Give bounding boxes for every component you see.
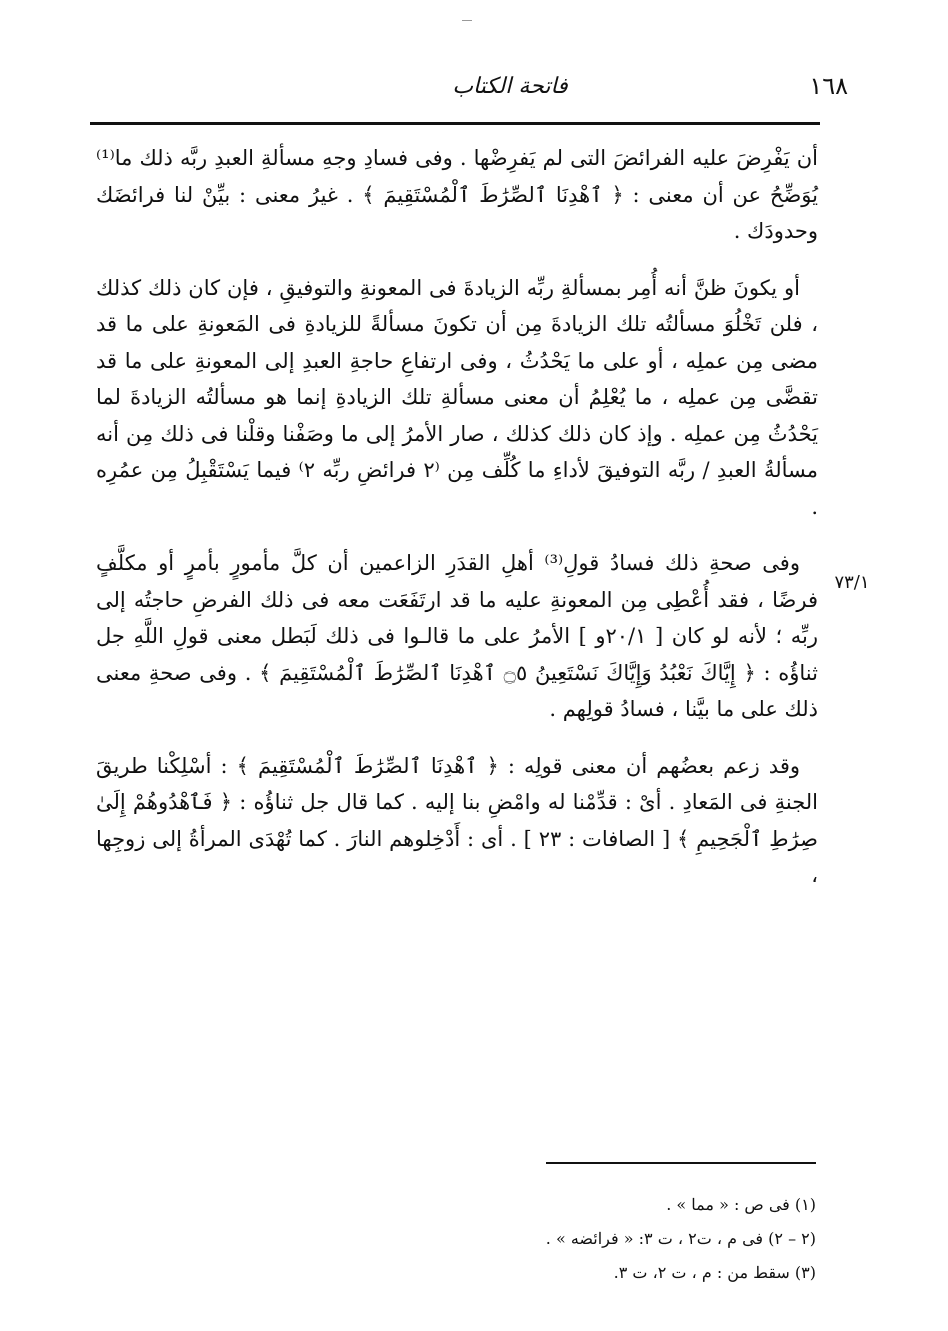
body-text xyxy=(96,140,818,894)
paragraph-1: أن يَفْرِضَ عليه الفرائضَ التى لم يَفرِضْها . وفى فسادِ وجهِ مسألةِ العبدِ ربَّه ذلك ما⁽¹⁾ يُوَضِّحُ عن أن معنى : ﴿ ٱهْدِنَا ٱلصِّرَٰطَ ٱلْمُسْتَقِيمَ ﴾ . غيرُ معنى : بيِّنْ لنا فرائضَك وحدودَك . xyxy=(96,146,818,243)
footnotes xyxy=(400,1188,816,1290)
page-number: ١٦٨ xyxy=(809,72,848,100)
footnote-1: (١) فى ص : « مما » . xyxy=(666,1195,816,1214)
top-mark xyxy=(462,20,472,21)
page-header xyxy=(90,72,848,112)
folio-marker: ٧٣/١ xyxy=(834,572,870,593)
footnote-2: (٢ – ٢) فى م ، ت٢ ، ت ٣: « فرائضه » . xyxy=(545,1229,816,1248)
paragraph-4: وقد زعم بعضُهم أن معنى قولِه : ﴿ ٱهْدِنَا ٱلصِّرَٰطَ ٱلْمُسْتَقِيمَ ﴾ : أسْلِكْنا طريقَ الجنةِ فى المَعادِ . أىْ : قدِّمْنا له وامْضِ بنا إليه . كما قال جل ثناؤُه : ﴿ فَٱهْدُوهُمْ إِلَىٰ صِرَٰطِ ٱلْجَحِيمِ ﴾ [ الصافات : ٢٣ ] . أى : أَدْخِلوهم النارَ . كما تُهْدَى المرأةُ إلى زوجِها ، xyxy=(96,753,818,887)
paragraph-2: أو يكونَ ظنَّ أنه أُمِر بمسألةِ ربِّه الزيادةَ فى المعونةِ والتوفيقِ ، فإن كان ذلك كذلك ، فلن تَخْلُوَ مسألتُه تلك الزيادةَ مِن أن تكونَ مسألةً للزيادةِ فى المَعونةِ على ما قد مضى مِن عملِه ، أو على ما يَحْدُثُ ، وفى ارتفاعِ حاجةِ العبدِ إلى المعونةِ على ما قد تقضَّى مِن عملِه ، ما يُعْلِمُ أن معنى مسألةِ تلك الزيادةِ إنما هو مسألتُه الزيادةَ لما يَحْدُثُ مِن عملِه . وإذ كان ذلك كذلك ، صار الأمرُ إلى ما وصَفْنا وقلْنا فى ذلك مِن أنه مسألةُ العبدِ / ربَّه التوفيقَ لأداءِ ما كُلِّف مِن ⁽٢ فرائضِ ربِّه ٢⁾ فيما يَسْتَقْبِلُ مِن عمُرِه . xyxy=(96,275,818,519)
running-title: فاتحة الكتاب xyxy=(452,74,568,99)
footnote-3: (٣) سقط من : م ، ت ٢، ت ٣. xyxy=(613,1263,816,1282)
footnote-rule xyxy=(546,1162,816,1164)
header-rule xyxy=(90,122,820,125)
paragraph-3: وفى صحةِ ذلك فسادُ قولِ⁽³⁾ أهلِ القدَرِ الزاعمين أن كلَّ مأمورٍ بأمرٍ أو مكلَّفٍ فرضًا ، فقد أُعْطِى مِن المعونةِ عليه ما قد ارتَفَعَت معه فى ذلك الفرضِ حاجتُه إلى ربِّه ؛ لأنه لو كان [ ٢٠/١و ] الأمرُ على ما قالـوا فى ذلك لَبَطل معنى قولِ اللَّهِ جل ثناؤُه : ﴿ إِيَّاكَ نَعْبُدُ وَإِيَّاكَ نَسْتَعِينُ ۝٥ ٱهْدِنَا ٱلصِّرَٰطَ ٱلْمُسْتَقِيمَ ﴾ . وفى صحةِ معنى ذلك على ما بيَّنا ، فسادُ قولِهم . xyxy=(96,551,819,721)
